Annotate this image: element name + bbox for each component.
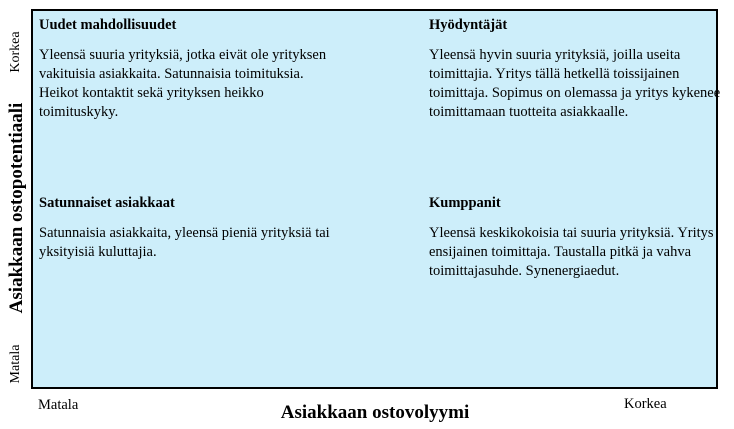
quadrant-description: Satunnaisia asiakkaita, yleensä pieniä yrityksiä tai yksityisiä kuluttajia.	[39, 225, 330, 260]
quadrant-description: Yleensä hyvin suuria yrityksiä, joilla useita toimittajia. Yritys tällä hetkellä toissijainen toimittaja. Sopimus on olemassa ja yritys kykenee toimittamaan tuotteita asiakkaalle.	[429, 47, 721, 120]
quadrant-title: Uudet mahdollisuudet	[39, 17, 177, 33]
x-axis-title: Asiakkaan ostovolyymi	[280, 402, 470, 423]
quadrant-bottom-right	[429, 194, 721, 281]
quadrant-top-right	[429, 16, 721, 122]
x-axis-low-label: Matala	[38, 397, 79, 413]
customer-portfolio-matrix	[31, 9, 721, 389]
quadrant-description: Yleensä keskikokoisia tai suuria yrityksiä. Yritys ensijainen toimittaja. Taustalla pitkä ja vahva toimittajasuhde. Synenergiaedut.	[429, 225, 714, 279]
quadrant-description: Yleensä suuria yrityksiä, jotka eivät ole yrityksen vakituisia asiakkaita. Satunnaisia toimituksia. Heikot kontaktit sekä yrityksen heikko toimituskyky.	[39, 47, 327, 120]
quadrant-top-left	[39, 16, 339, 122]
y-axis-high-label: Korkea	[8, 31, 23, 73]
quadrant-title: Hyödyntäjät	[429, 17, 508, 33]
quadrant-title: Satunnaiset asiakkaat	[39, 195, 175, 211]
x-axis-high-label: Korkea	[624, 396, 667, 412]
y-axis-low-label: Matala	[8, 344, 23, 384]
quadrant-title: Kumppanit	[429, 195, 501, 211]
quadrant-bottom-left	[39, 194, 339, 262]
y-axis-title: Asiakkaan ostopotentiaali	[6, 102, 27, 314]
